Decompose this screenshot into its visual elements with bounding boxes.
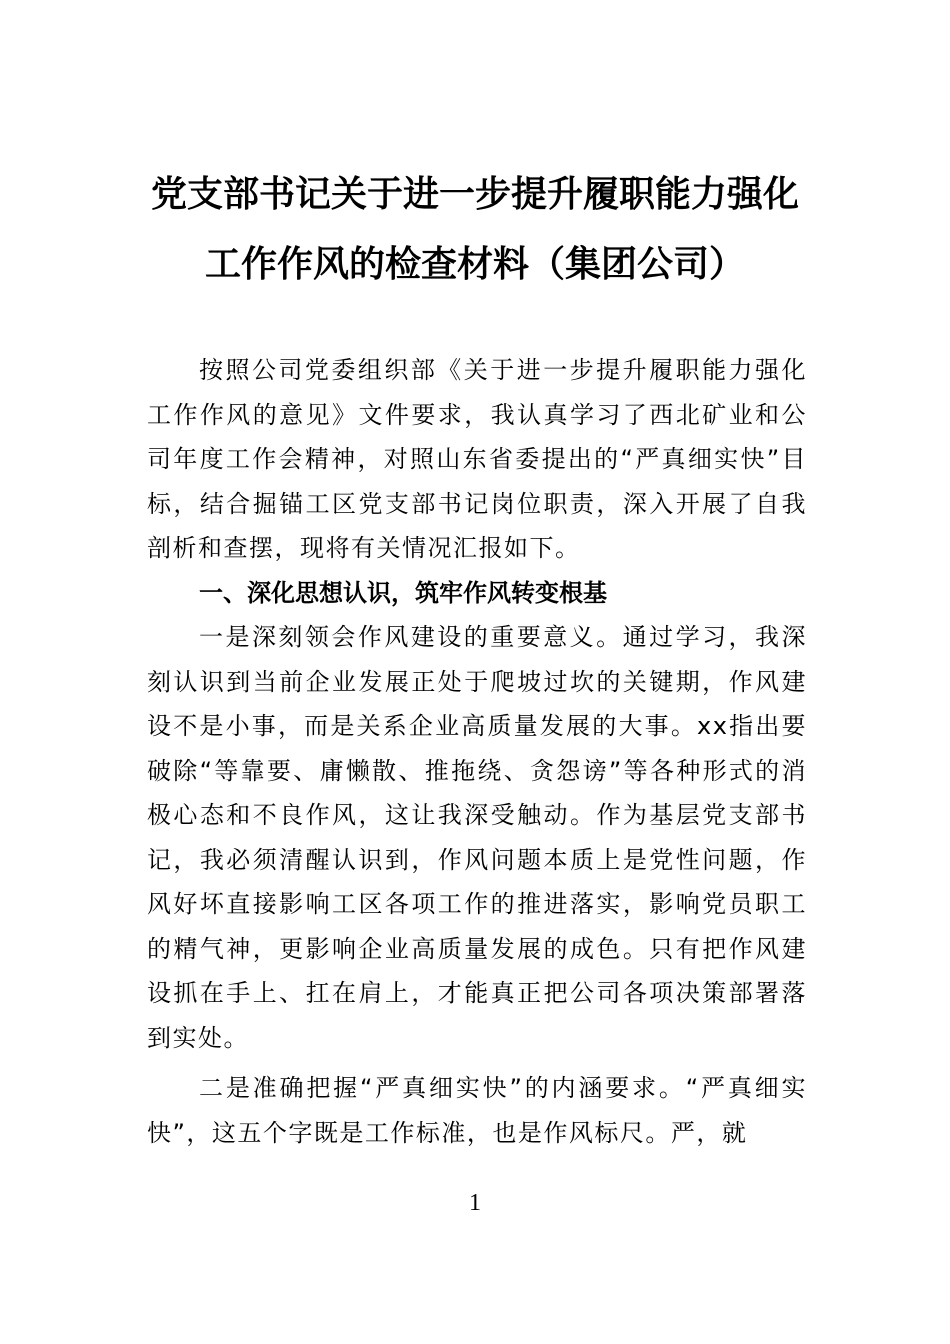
document-body [147,348,807,1155]
document-title-line-1: 党支部书记关于进一步提升履职能力强化 [150,173,799,215]
section-heading-1: 一、深化思想认识，筑牢作风转变根基 [199,578,607,607]
intro-paragraph: 按照公司党委组织部《关于进一步提升履职能力强化工作作风的意见》文件要求，我认真学习了西北矿业和公司年度工作会精神，对照山东省委提出的“严真细实快”目标，结合掘锚工区党支部书记岗位职责，深入开展了自我剖析和查摆，现将有关情况汇报如下。 [147,356,807,562]
document-title-line-2: 工作作风的检查材料（集团公司） [204,243,745,285]
body-paragraph-1: 一是深刻领会作风建设的重要意义。通过学习，我深刻认识到当前企业发展正处于爬坡过坎的关键期，作风建设不是小事，而是关系企业高质量发展的大事。xx指出要破除“等靠要、庸懒散、推拖绕、贪怨谤”等各种形式的消极心态和不良作风，这让我深受触动。作为基层党支部书记，我必须清醒认识到，作风问题本质上是党性问题，作风好坏直接影响工区各项工作的推进落实，影响党员职工的精气神，更影响企业高质量发展的成色。只有把作风建设抓在手上、扛在肩上，才能真正把公司各项决策部署落到实处。 [147,623,807,1052]
body-paragraph-2: 二是准确把握“严真细实快”的内涵要求。“严真细实快”，这五个字既是工作标准，也是作风标尺。严，就 [147,1074,807,1147]
page-number: 1 [469,1190,481,1216]
